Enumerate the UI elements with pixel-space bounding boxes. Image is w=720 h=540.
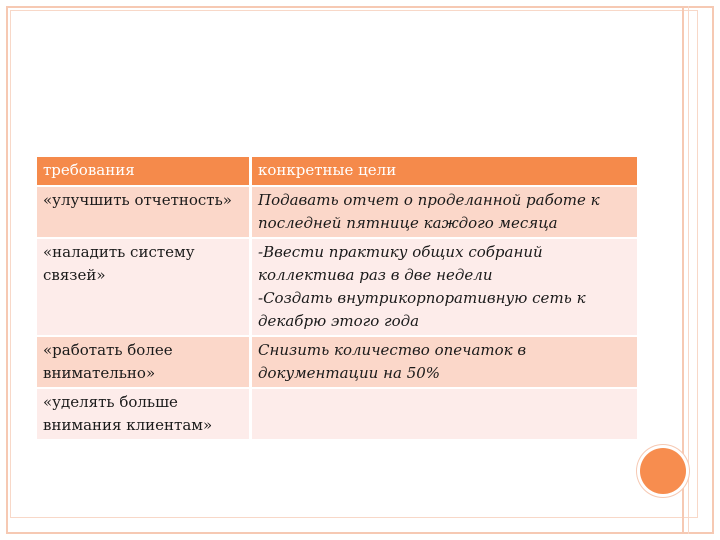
requirement-line: «работать более <box>43 341 173 359</box>
goal-line: коллектива раз в две недели <box>258 266 493 284</box>
requirement-line: связей» <box>43 266 106 284</box>
goal-line: Подавать отчет о проделанной работе к <box>258 191 600 209</box>
goal-cell <box>252 187 637 237</box>
requirement-cell <box>37 187 252 237</box>
goal-cell <box>252 239 637 335</box>
requirement-line: «улучшить отчетность» <box>43 191 232 209</box>
table-header-row <box>37 157 637 185</box>
goal-cell <box>252 337 637 387</box>
table-row <box>37 337 637 387</box>
slide-rule-right <box>682 6 684 534</box>
requirement-line: внимательно» <box>43 364 156 382</box>
goal-line: -Ввести практику общих собраний <box>258 243 543 261</box>
requirement-line: «наладить систему <box>43 243 195 261</box>
requirement-line: «уделять больше <box>43 393 178 411</box>
goal-line: декабрю этого года <box>258 312 420 330</box>
table-row <box>37 239 637 335</box>
header-requirements: требования <box>37 157 252 185</box>
goal-line: Снизить количество опечаток в <box>258 341 527 359</box>
requirement-cell <box>37 239 252 335</box>
decorative-circle-icon <box>640 448 686 494</box>
goal-line: -Создать внутрикорпоративную сеть к <box>258 289 586 307</box>
requirement-line: внимания клиентам» <box>43 416 213 434</box>
goal-line: документации на 50% <box>258 364 441 382</box>
slide-rule-right-thin <box>688 6 689 534</box>
header-specific-goals: конкретные цели <box>252 157 637 185</box>
table-row <box>37 187 637 237</box>
table-row <box>37 389 637 439</box>
goal-cell-empty <box>252 389 637 439</box>
goal-line: последней пятнице каждого месяца <box>258 214 558 232</box>
requirement-cell <box>37 337 252 387</box>
goals-table <box>37 155 637 441</box>
requirement-cell <box>37 389 252 439</box>
